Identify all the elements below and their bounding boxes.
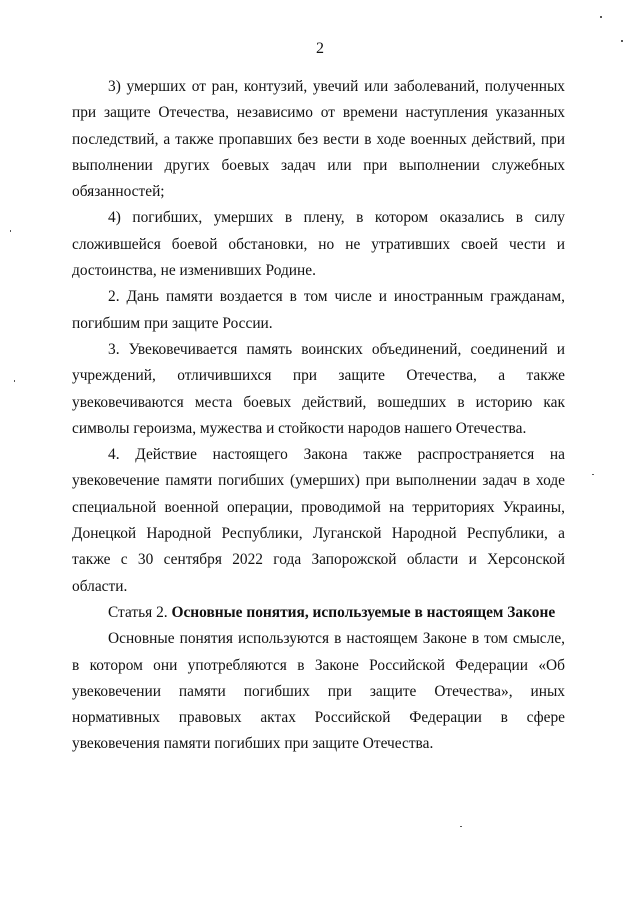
scan-speck xyxy=(14,380,15,382)
paragraph-item-4: 4) погибших, умерших в плену, в котором оказались в силу сложившейся боевой обстановки, но не утративших своей чести и достоинства, не изменивших Родине. xyxy=(72,209,565,280)
article-heading xyxy=(72,600,565,626)
paragraph-section-4: 4. Действие настоящего Закона также распространяется на увековечение памяти погибших (умерших) при выполнении задач в ходе специальной военной операции, проводимой на территориях Украины, Донецкой Народной Республики, Луганской Народной Республики, а также с 30 сентября 2022 года Запорожской области и Херсонской области. xyxy=(72,446,565,595)
page-number: 2 xyxy=(316,40,324,57)
article-title: Основные понятия, используемые в настоящем Законе xyxy=(171,603,556,621)
scan-speck xyxy=(600,16,602,18)
article-prefix: Статья 2. xyxy=(108,603,172,621)
paragraph-section-2: 2. Дань памяти воздается в том числе и иностранным гражданам, погибшим при защите России. xyxy=(72,288,565,332)
scan-speck xyxy=(621,40,623,42)
document-body xyxy=(72,74,565,758)
paragraph-section-3: 3. Увековечивается память воинских объединений, соединений и учреждений, отличившихся при защите Отечества, а также увековечиваются места боевых действий, вошедших в историю как символы героизма, мужества и стойкости народов нашего Отечества. xyxy=(72,340,565,437)
paragraph-item-3: 3) умерших от ран, контузий, увечий или заболеваний, полученных при защите Отечества, независимо от времени наступления указанных последствий, а также пропавших без вести в ходе военных действий, при выполнении других боевых задач или при выполнении служебных обязанностей; xyxy=(72,78,565,201)
paragraph-article-2-body: Основные понятия используются в настоящем Законе в том смысле, в котором они употребляются в Законе Российской Федерации «Об увековечении памяти погибших при защите Отечества», иных нормативных правовых актах Российской Федерации в сфере увековечения памяти погибших при защите Отечества. xyxy=(72,630,565,753)
scan-speck xyxy=(592,474,594,475)
scan-speck xyxy=(10,230,11,232)
scan-speck xyxy=(460,826,462,827)
